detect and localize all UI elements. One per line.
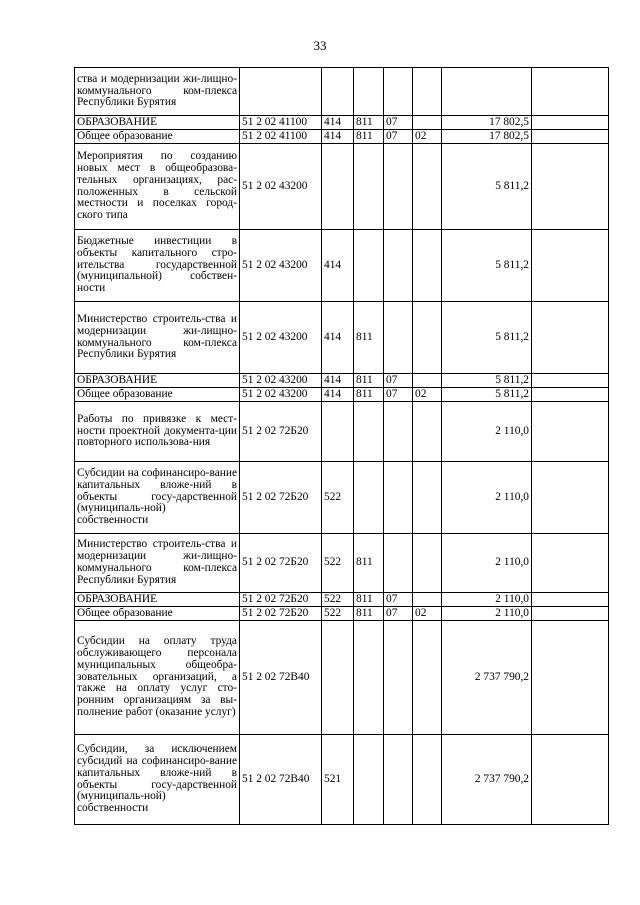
- item-name-cell: Субсидии на софинансиро-вание капитальных вложе-ний в объекты госу-дарственной (муниципаль-ной) собственности: [75, 462, 240, 534]
- ministry-code-cell: 811: [354, 593, 384, 607]
- target-code-cell: 51 2 02 43200: [240, 144, 322, 230]
- amount-cell: 2 110,0: [442, 607, 532, 621]
- empty-cell: [532, 462, 609, 534]
- expense-type-cell: 414: [322, 230, 354, 302]
- section-cell: 07: [384, 388, 413, 402]
- table-row: [75, 230, 609, 302]
- target-code-cell: 51 2 02 72В40: [240, 621, 322, 735]
- ministry-code-cell: 811: [354, 607, 384, 621]
- section-cell: [384, 230, 413, 302]
- item-name-cell: Министерство строитель-ства и модернизации жи-лищно-коммунального ком-плекса Республики Бурятия: [75, 534, 240, 593]
- amount-cell: 2 737 790,2: [442, 621, 532, 735]
- section-cell: [384, 144, 413, 230]
- empty-cell: [532, 402, 609, 462]
- expense-type-cell: 414: [322, 388, 354, 402]
- table-body: [75, 68, 609, 825]
- item-name-cell: Работы по привязке к мест-ности проектной документа-ции повторного использова-ния: [75, 402, 240, 462]
- ministry-code-cell: 811: [354, 302, 384, 374]
- empty-cell: [532, 607, 609, 621]
- empty-cell: [532, 621, 609, 735]
- empty-cell: [532, 735, 609, 825]
- ministry-code-cell: [354, 462, 384, 534]
- amount-cell: 2 110,0: [442, 593, 532, 607]
- amount-cell: 2 110,0: [442, 534, 532, 593]
- section-cell: 07: [384, 130, 413, 144]
- table-row: [75, 130, 609, 144]
- subsection-cell: 02: [413, 607, 442, 621]
- expense-type-cell: 522: [322, 607, 354, 621]
- subsection-cell: [413, 735, 442, 825]
- table-row: [75, 534, 609, 593]
- amount-cell: 5 811,2: [442, 302, 532, 374]
- item-name-cell: Мероприятия по созданию новых мест в общеобразова-тельных организациях, рас-положенных в сельской местности и поселках город-ского типа: [75, 144, 240, 230]
- expense-type-cell: 522: [322, 462, 354, 534]
- budget-table: [74, 67, 609, 825]
- empty-cell: [532, 144, 609, 230]
- ministry-code-cell: [354, 230, 384, 302]
- amount-cell: 5 811,2: [442, 374, 532, 388]
- empty-cell: [532, 68, 609, 116]
- subsection-cell: [413, 144, 442, 230]
- empty-cell: [532, 302, 609, 374]
- empty-cell: [532, 534, 609, 593]
- section-cell: [384, 402, 413, 462]
- ministry-code-cell: 811: [354, 130, 384, 144]
- item-name-cell: Общее образование: [75, 607, 240, 621]
- empty-cell: [532, 388, 609, 402]
- target-code-cell: 51 2 02 41100: [240, 130, 322, 144]
- ministry-code-cell: [354, 68, 384, 116]
- expense-type-cell: [322, 144, 354, 230]
- subsection-cell: 02: [413, 130, 442, 144]
- ministry-code-cell: 811: [354, 534, 384, 593]
- expense-type-cell: 414: [322, 302, 354, 374]
- item-name-cell: ства и модернизации жи-лищно-коммунального ком-плекса Республики Бурятия: [75, 68, 240, 116]
- ministry-code-cell: 811: [354, 374, 384, 388]
- page-number: 33: [313, 38, 327, 53]
- item-name-cell: Общее образование: [75, 388, 240, 402]
- target-code-cell: [240, 68, 322, 116]
- expense-type-cell: [322, 621, 354, 735]
- amount-cell: 17 802,5: [442, 116, 532, 130]
- amount-cell: 2 737 790,2: [442, 735, 532, 825]
- item-name-cell: Министерство строитель-ства и модернизации жи-лищно-коммунального ком-плекса Республики Бурятия: [75, 302, 240, 374]
- empty-cell: [532, 130, 609, 144]
- subsection-cell: [413, 534, 442, 593]
- subsection-cell: [413, 593, 442, 607]
- section-cell: [384, 462, 413, 534]
- item-name-cell: ОБРАЗОВАНИЕ: [75, 116, 240, 130]
- ministry-code-cell: [354, 735, 384, 825]
- target-code-cell: 51 2 02 43200: [240, 374, 322, 388]
- empty-cell: [532, 116, 609, 130]
- empty-cell: [532, 374, 609, 388]
- target-code-cell: 51 2 02 72Б20: [240, 534, 322, 593]
- subsection-cell: [413, 116, 442, 130]
- ministry-code-cell: [354, 402, 384, 462]
- section-cell: 07: [384, 607, 413, 621]
- table-row: [75, 402, 609, 462]
- section-cell: 07: [384, 374, 413, 388]
- table-row: [75, 374, 609, 388]
- expense-type-cell: 414: [322, 116, 354, 130]
- target-code-cell: 51 2 02 72Б20: [240, 607, 322, 621]
- subsection-cell: [413, 302, 442, 374]
- ministry-code-cell: [354, 621, 384, 735]
- section-cell: 07: [384, 593, 413, 607]
- section-cell: 07: [384, 116, 413, 130]
- target-code-cell: 51 2 02 43200: [240, 388, 322, 402]
- target-code-cell: 51 2 02 41100: [240, 116, 322, 130]
- section-cell: [384, 735, 413, 825]
- amount-cell: 2 110,0: [442, 462, 532, 534]
- subsection-cell: 02: [413, 388, 442, 402]
- subsection-cell: [413, 621, 442, 735]
- target-code-cell: 51 2 02 72Б20: [240, 402, 322, 462]
- table-row: [75, 462, 609, 534]
- table-row: [75, 593, 609, 607]
- table-row: [75, 607, 609, 621]
- item-name-cell: Бюджетные инвестиции в объекты капитального стро-ительства государственной (муниципальной) собствен-ности: [75, 230, 240, 302]
- section-cell: [384, 534, 413, 593]
- subsection-cell: [413, 230, 442, 302]
- table-row: [75, 68, 609, 116]
- subsection-cell: [413, 402, 442, 462]
- item-name-cell: Общее образование: [75, 130, 240, 144]
- expense-type-cell: [322, 402, 354, 462]
- expense-type-cell: 522: [322, 593, 354, 607]
- expense-type-cell: 522: [322, 534, 354, 593]
- empty-cell: [532, 230, 609, 302]
- ministry-code-cell: 811: [354, 116, 384, 130]
- subsection-cell: [413, 68, 442, 116]
- section-cell: [384, 68, 413, 116]
- subsection-cell: [413, 374, 442, 388]
- amount-cell: [442, 68, 532, 116]
- item-name-cell: Субсидии на оплату труда обслуживающего персонала муниципальных общеобра-зовательных организаций, а также на оплату услуг сто-ронним организациям за вы-полнение работ (оказание услуг): [75, 621, 240, 735]
- amount-cell: 2 110,0: [442, 402, 532, 462]
- table-row: [75, 144, 609, 230]
- amount-cell: 17 802,5: [442, 130, 532, 144]
- target-code-cell: 51 2 02 72Б20: [240, 593, 322, 607]
- item-name-cell: ОБРАЗОВАНИЕ: [75, 593, 240, 607]
- table-row: [75, 302, 609, 374]
- target-code-cell: 51 2 02 72Б20: [240, 462, 322, 534]
- amount-cell: 5 811,2: [442, 230, 532, 302]
- expense-type-cell: 414: [322, 374, 354, 388]
- table-row: [75, 116, 609, 130]
- table-row: [75, 621, 609, 735]
- section-cell: [384, 302, 413, 374]
- target-code-cell: 51 2 02 72В40: [240, 735, 322, 825]
- table-row: [75, 388, 609, 402]
- table-row: [75, 735, 609, 825]
- expense-type-cell: [322, 68, 354, 116]
- amount-cell: 5 811,2: [442, 388, 532, 402]
- empty-cell: [532, 593, 609, 607]
- amount-cell: 5 811,2: [442, 144, 532, 230]
- expense-type-cell: 414: [322, 130, 354, 144]
- ministry-code-cell: 811: [354, 388, 384, 402]
- target-code-cell: 51 2 02 43200: [240, 302, 322, 374]
- item-name-cell: ОБРАЗОВАНИЕ: [75, 374, 240, 388]
- subsection-cell: [413, 462, 442, 534]
- target-code-cell: 51 2 02 43200: [240, 230, 322, 302]
- expense-type-cell: 521: [322, 735, 354, 825]
- ministry-code-cell: [354, 144, 384, 230]
- item-name-cell: Субсидии, за исключением субсидий на софинансиро-вание капитальных вложе-ний в объекты госу-дарственной (муниципаль-ной) собственности: [75, 735, 240, 825]
- section-cell: [384, 621, 413, 735]
